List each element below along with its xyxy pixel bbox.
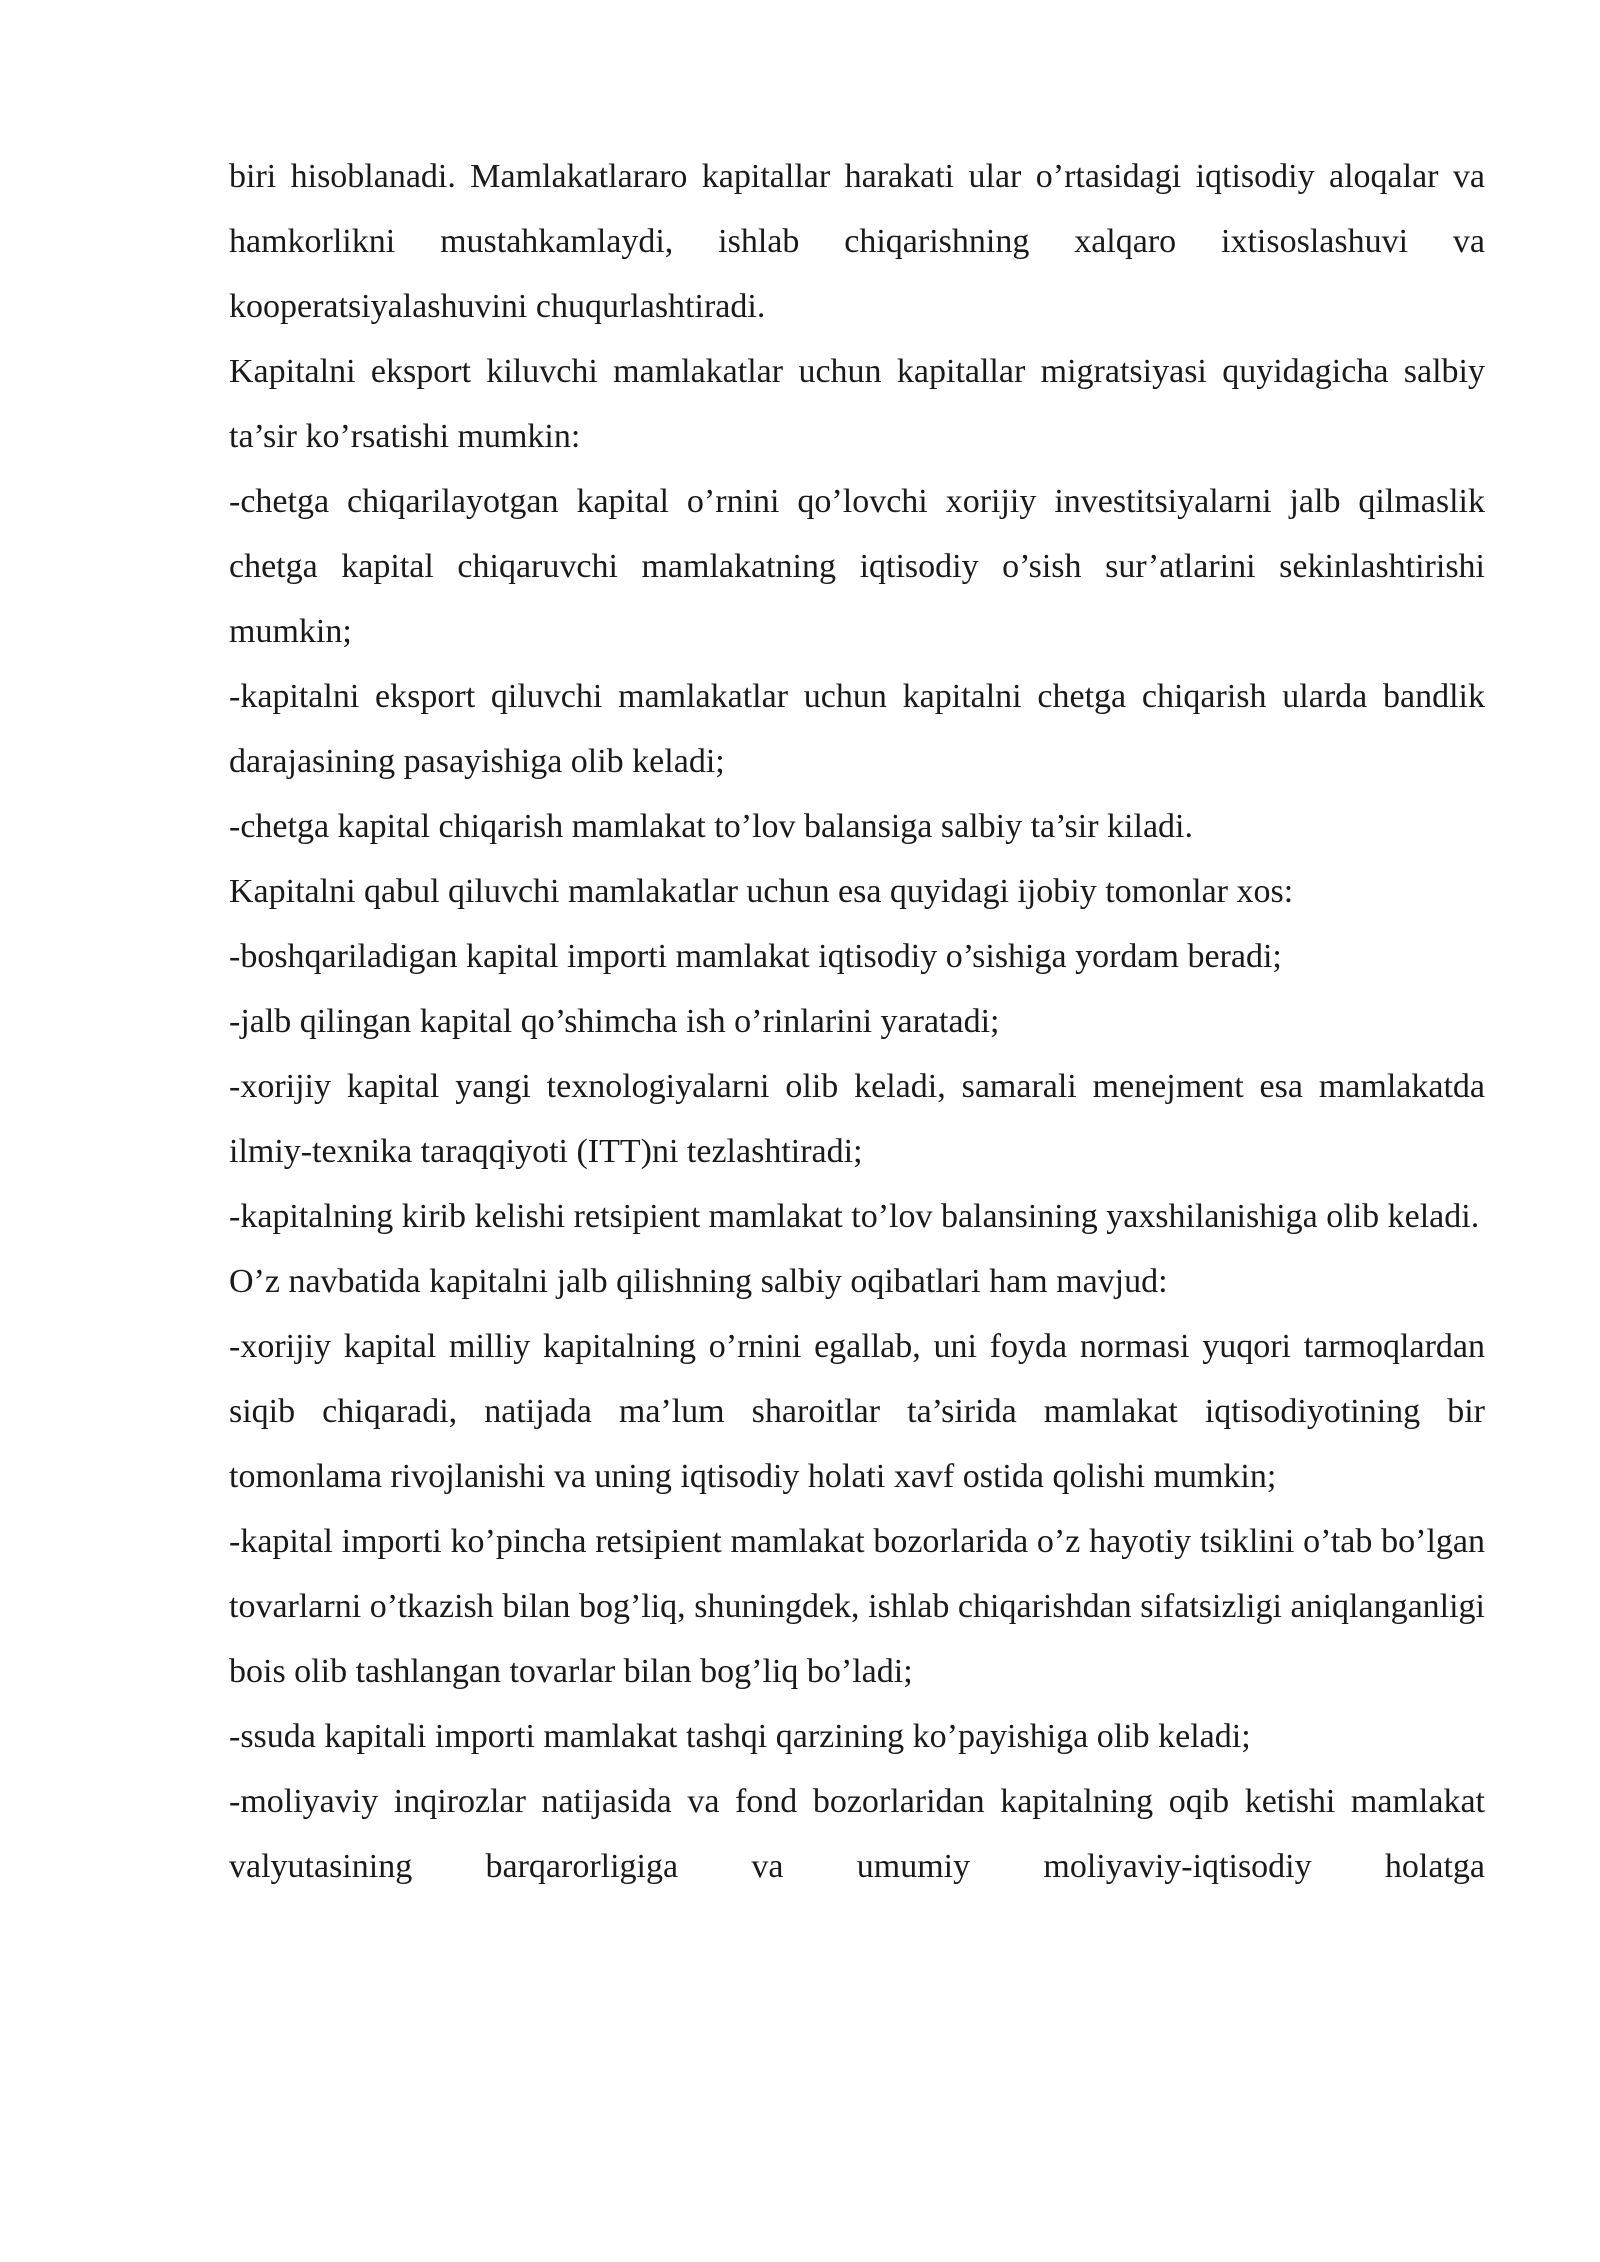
paragraph-11: O’z navbatida kapitalni jalb qilishning salbiy oqibatlari ham mavjud: (229, 1263, 1168, 1300)
paragraph-8: -jalb qilingan kapital qo’shimcha ish o’rinlarini yaratadi; (229, 1003, 1000, 1040)
paragraph-3: -chetga chiqarilayotgan kapital o’rnini qo’lovchi xorijiy investitsiyalarni jalb qilmaslik chetga kapital chiqaruvchi mamlakatning iqtisodiy o’sish sur’atlarini sekinlashtirishi mumkin; (229, 483, 1485, 650)
paragraph-10: -kapitalning kirib kelishi retsipient mamlakat to’lov balansining yaxshilanishiga olib keladi. (229, 1198, 1480, 1235)
paragraph-13: -kapital importi ko’pincha retsipient mamlakat bozorlarida o’z hayotiy tsiklini o’tab bo’lgan tovarlarni o’tkazish bilan bog’liq, shuningdek, ishlab chiqarishdan sifatsizligi aniqlanganligi bois olib tashlangan tovarlar bilan bog’liq bo’ladi; (229, 1523, 1485, 1690)
paragraph-6: Kapitalni qabul qiluvchi mamlakatlar uchun esa quyidagi ijobiy tomonlar xos: (229, 873, 1294, 910)
document-body (229, 144, 1485, 1899)
paragraph-1: biri hisoblanadi. Mamlakatlararo kapitallar harakati ular o’rtasidagi iqtisodiy aloqalar va hamkorlikni mustahkamlaydi, ishlab chiqarishning xalqaro ixtisoslashuvi va kooperatsiyalashuvini chuqurlashtiradi. (229, 158, 1485, 325)
paragraph-4: -kapitalni eksport qiluvchi mamlakatlar uchun kapitalni chetga chiqarish ularda bandlik darajasining pasayishiga olib keladi; (229, 678, 1485, 780)
paragraph-9: -xorijiy kapital yangi texnologiyalarni olib keladi, samarali menejment esa mamlakatda ilmiy-texnika taraqqiyoti (ITT)ni tezlashtiradi; (229, 1068, 1485, 1170)
paragraph-2: Kapitalni eksport kiluvchi mamlakatlar uchun kapitallar migratsiyasi quyidagicha salbiy ta’sir ko’rsatishi mumkin: (229, 353, 1485, 455)
paragraph-12: -xorijiy kapital milliy kapitalning o’rnini egallab, uni foyda normasi yuqori tarmoqlardan siqib chiqaradi, natijada ma’lum sharoitlar ta’sirida mamlakat iqtisodiyotining bir tomonlama rivojlanishi va uning iqtisodiy holati xavf ostida qolishi mumkin; (229, 1328, 1485, 1495)
paragraph-7: -boshqariladigan kapital importi mamlakat iqtisodiy o’sishiga yordam beradi; (229, 938, 1282, 975)
paragraph-15: -moliyaviy inqirozlar natijasida va fond bozorlaridan kapitalning oqib ketishi mamlakat valyutasining barqarorligiga va umumiy moliyaviy-iqtisodiy holatga (229, 1783, 1485, 1885)
paragraph-5: -chetga kapital chiqarish mamlakat to’lov balansiga salbiy ta’sir kiladi. (229, 808, 1193, 845)
paragraph-14: -ssuda kapitali importi mamlakat tashqi qarzining ko’payishiga olib keladi; (229, 1718, 1251, 1755)
